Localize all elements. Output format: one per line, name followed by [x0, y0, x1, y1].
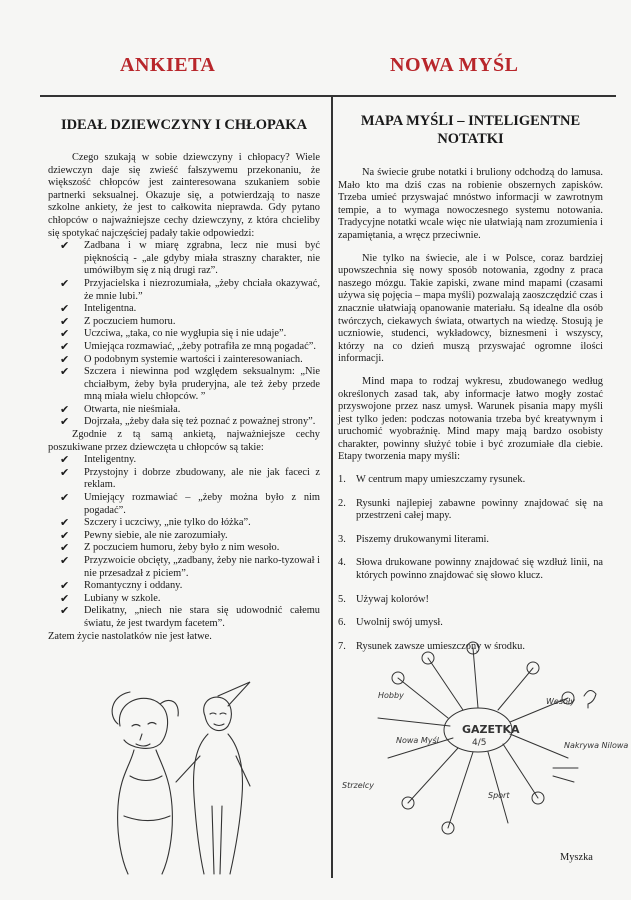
list-item: 1. W centrum mapy umieszczamy rysunek. [338, 474, 526, 486]
right-paragraph-3: Mind mapa to rodzaj wykresu, zbudowanego według określonych zasad tak, aby informacje łatwo mogły zostać przyswojone przez nasz umysł. Warunek pisania mapy myśli jest tylko jeden: podczas notowania trzeba być kreatywnym i uruchomić wyobraźnię. Mind mapy mają bardzo osobisty charakter, powinny służyć tobie i być zrozumiałe dla ciebie. Etapy tworzenia mapy myśli: [338, 375, 603, 463]
right-paragraph-2: Nie tylko na świecie, ale i w Polsce, coraz bardziej upowszechnia się nowy sposób notowania, zgodny z praca naszego mózgu. Takie zapiski, zwane mind mapami (czasami używa się pojęcia – mapa myśli) pozwalają zaoszczędzić czas i znacznie ułatwiają opanowanie materiału. Są idealne dla osób twórczych, ciekawych świata, otwartych na wiedzę. Stosują je uczniowie, studenci, wykładowcy, biznesmeni i wszyscy, którzy na co dzień muszą przyswajać ogromne ilości informacji. [338, 252, 603, 365]
list-item: ✔ Z poczuciem humoru, żeby było z nim wesoło. [60, 542, 280, 555]
header-divider [40, 95, 616, 97]
checkmark-icon: ✔ [60, 416, 70, 429]
page-header [0, 50, 631, 90]
list-item: 2. Rysunki najlepiej zabawne powinny znajdować się na przestrzeni całej mapy. [338, 497, 603, 522]
checkmark-icon: ✔ [60, 277, 70, 290]
checkmark-icon: ✔ [60, 454, 70, 467]
list-item: 7. Rysunek zawsze umieszczony w środku. [338, 640, 525, 652]
list-item: ✔ Inteligentna. [60, 303, 137, 316]
list-item: ✔ Pewny siebie, ale nie zarozumiały. [60, 529, 228, 542]
right-article-title: MAPA MYŚLI – INTELIGENTNE NOTATKI [360, 113, 581, 147]
list-item: ✔ Inteligentny. [60, 454, 137, 467]
checkmark-icon: ✔ [60, 517, 70, 530]
mind-map-steps-list [338, 474, 603, 653]
right-column [338, 112, 603, 664]
list-item: ✔ Dojrzała, „żeby dała się też poznać z poważnej strony”. [60, 416, 316, 429]
girls-answers-list [48, 454, 320, 630]
left-closing-line: Zatem życie nastolatków nie jest łatwe. [48, 630, 212, 642]
list-item: 5. Używaj kolorów! [338, 593, 430, 605]
map-word: Wesoły [546, 697, 575, 706]
checkmark-icon: ✔ [60, 353, 70, 366]
checkmark-icon: ✔ [60, 466, 70, 479]
left-intro-paragraph: Czego szukają w sobie dziewczyny i chłopacy? Wiele dziewczyn daje się zwieść fałszywemu przekonaniu, że większość chłopców jest zainteresowana szukaniem sobie partnerki seksualnej. Okazuje się, a potwierdzają to nasze szkolne ankiety, że jest to całkowita nieprawda. Gdy pytano chłopców o najważniejsze cechy dziewczyny, z która chcieliby się spotykać najczęściej padały takie odpowiedzi: [48, 152, 320, 239]
checkmark-icon: ✔ [60, 315, 70, 328]
list-item: ✔ Szczery i uczciwy, „nie tylko do łóżka”. [60, 517, 251, 530]
header-left-title: ANKIETA [120, 54, 216, 76]
map-center-label: GAZETKA [462, 723, 520, 736]
map-word: Strzelcy [342, 781, 374, 790]
map-word: Sport [488, 791, 510, 800]
mind-map-sketch [338, 638, 629, 843]
checkmark-icon: ✔ [60, 303, 70, 316]
list-item: 6. Uwolnij swój umysł. [338, 617, 443, 629]
list-item: ✔ Przystojny i dobrze zbudowany, ale nie jak faceci z reklam. [60, 466, 320, 491]
checkmark-icon: ✔ [60, 328, 70, 341]
checkmark-icon: ✔ [60, 240, 70, 253]
left-column [48, 116, 320, 643]
list-item: ✔ Umiejący rozmawiać – „żeby można było z nim pogadać”. [60, 492, 320, 516]
list-item: ✔ Lubiany w szkole. [60, 592, 161, 605]
list-item: ✔ Szczera i niewinna pod względem seksualnym: „Nie chciałbym, żeby była pruderyjna, ale też żeby przede mną miała wielu chłopców. ” [60, 366, 320, 403]
checkmark-icon: ✔ [60, 542, 70, 555]
list-item: ✔ Delikatny, „niech nie stara się udowodnić całemu światu, że jest twardym facetem”. [60, 605, 320, 629]
checkmark-icon: ✔ [60, 366, 70, 379]
checkmark-icon: ✔ [60, 592, 70, 605]
checkmark-icon: ✔ [60, 555, 70, 567]
column-divider [331, 96, 333, 878]
list-item: ✔ Przyjacielska i niezrozumiała, „żeby chciała okazywać, że mnie lubi.” [60, 277, 320, 302]
checkmark-icon: ✔ [60, 580, 70, 593]
left-article-title: IDEAŁ DZIEWCZYNY I CHŁOPAKA [60, 117, 308, 133]
checkmark-icon: ✔ [60, 605, 70, 618]
map-word: Nakrywa Nilowa [564, 741, 629, 750]
list-item: ✔ O podobnym systemie wartości i zainteresowaniach. [60, 353, 303, 366]
list-item: ✔ Z poczuciem humoru. [60, 315, 176, 328]
checkmark-icon: ✔ [60, 403, 70, 416]
checkmark-icon: ✔ [60, 492, 70, 505]
map-center-sublabel: 4/5 [472, 738, 487, 748]
right-paragraph-1: Na świecie grube notatki i bruliony odchodzą do lamusa. Mało kto ma dziś czas na robienie obszernych zapisków. Trzeba umieć przyswajać mnóstwo informacji w zawrotnym tempie, a to wymaga nowoczesnego systemu notowania. Tradycyjne notatki wcale więc nie ułatwiają nam zrozumienia i zapamiętania, a wręcz przeciwnie. [338, 167, 603, 241]
header-right-title: NOWA MYŚL [390, 54, 519, 76]
map-word: Nowa Myśl [396, 736, 439, 745]
boys-answers-list [48, 240, 320, 429]
checkmark-icon: ✔ [60, 340, 70, 353]
list-item: ✔ Umiejąca rozmawiać, „żeby potrafiła ze mną pogadać”. [60, 340, 316, 353]
list-item: 3. Piszemy drukowanymi literami. [338, 533, 490, 545]
list-item: ✔ Romantyczny i oddany. [60, 580, 183, 593]
list-item: ✔ Uczciwa, „taka, co nie wygłupia się i nie udaje”. [60, 328, 287, 341]
author-signature: Myszka [560, 852, 593, 863]
list-item: ✔ Przyzwoicie obcięty, „zadbany, żeby nie narko-tyzował i nie przesadzał z piciem”. [60, 555, 320, 579]
checkmark-icon: ✔ [60, 529, 70, 542]
list-item: ✔ Zadbana i w miarę zgrabna, lecz nie musi być pięknością - „ale gdyby miała straszny charakter, nie umówiłbym się z nią drugi raz”. [60, 240, 320, 277]
left-middle-paragraph: Zgodnie z tą samą ankietą, najważniejsze cechy poszukiwane przez dziewczęta u chłopców są takie: [48, 429, 320, 453]
list-item: 4. Słowa drukowane powinny znajdować się wzdłuż linii, na których powinno znajdować się słowo klucz. [338, 557, 603, 582]
map-word: Hobby [378, 691, 404, 700]
couple-sketch-illustration [100, 686, 280, 876]
list-item: ✔ Otwarta, nie nieśmiała. [60, 403, 181, 416]
